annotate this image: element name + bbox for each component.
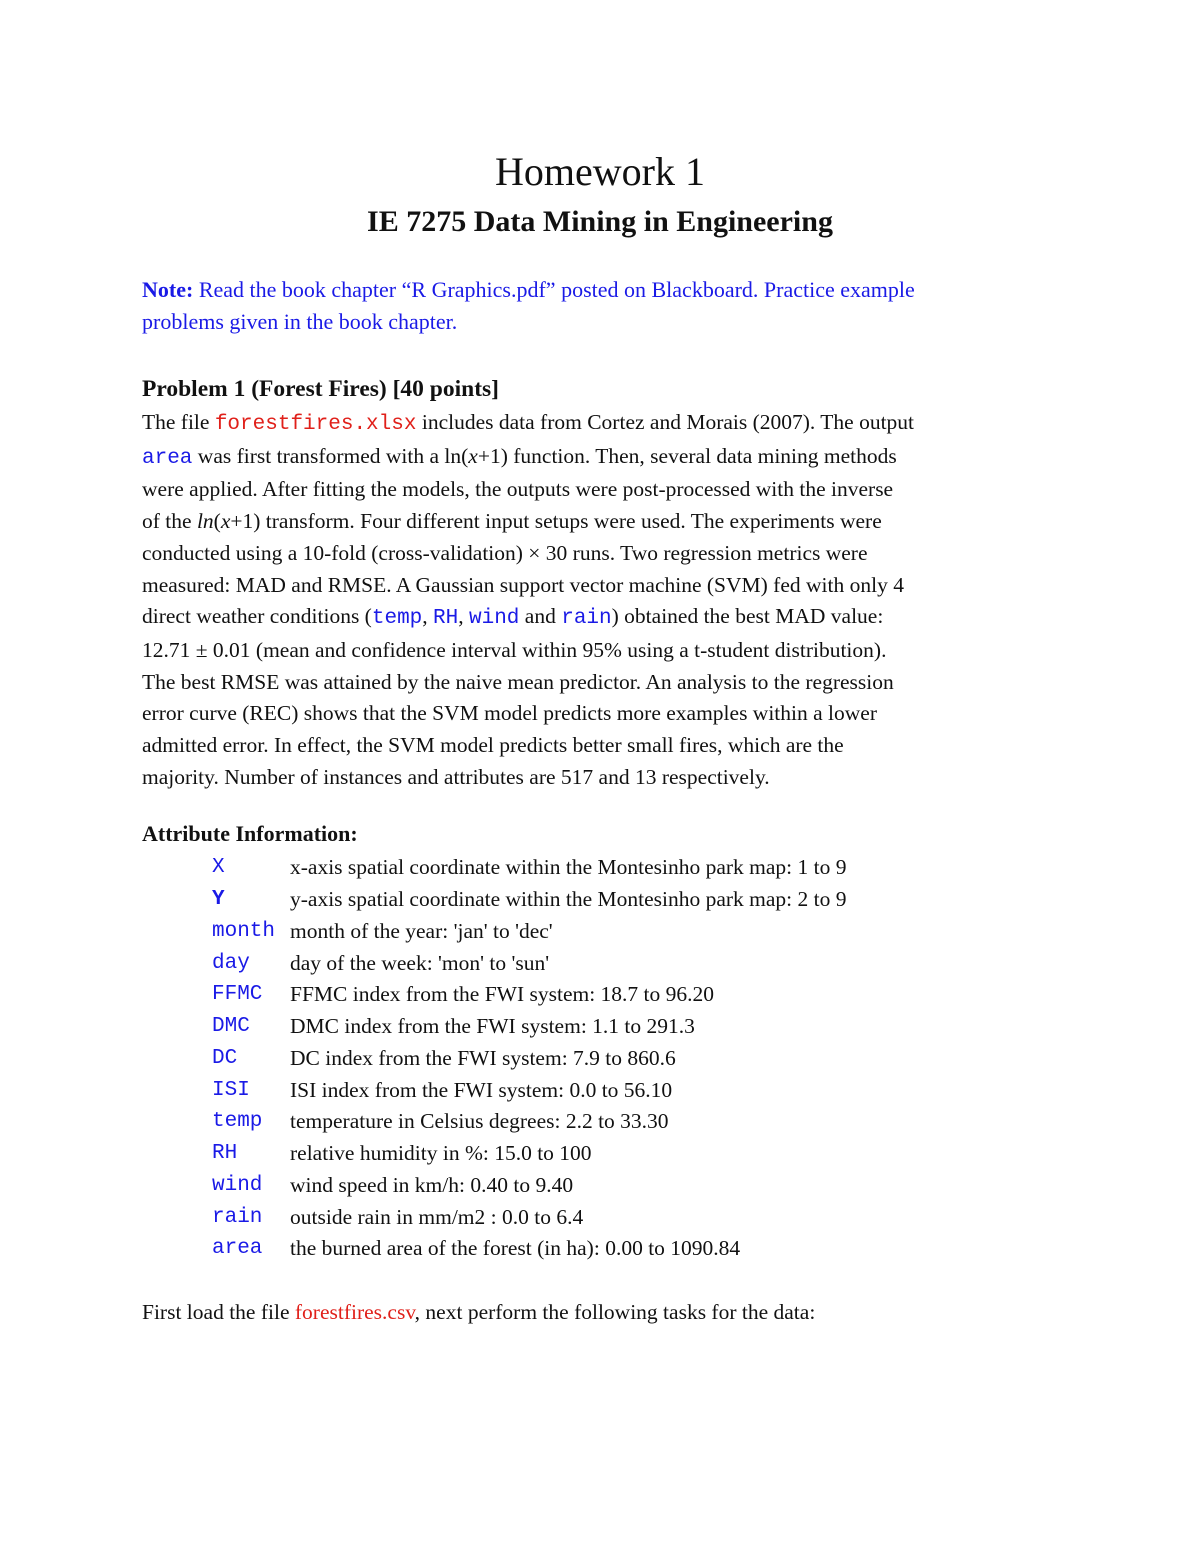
text-run: ( bbox=[213, 509, 221, 534]
attribute-name: month bbox=[212, 919, 276, 943]
attribute-name: DC bbox=[212, 1046, 238, 1070]
problem1-line bbox=[142, 441, 1082, 475]
problem1-line bbox=[142, 407, 1082, 441]
text-run: , bbox=[422, 604, 434, 629]
attribute-desc: outside rain in mm/m2 : 0.0 to 6.4 bbox=[290, 1204, 584, 1229]
problem1-line: 12.71 ± 0.01 (mean and confidence interval within 95% using a t-student distribution). bbox=[142, 637, 887, 662]
text-run: The file bbox=[142, 410, 215, 434]
attribute-row bbox=[212, 1233, 1032, 1265]
note-label: Note: bbox=[142, 277, 194, 302]
attribute-row bbox=[212, 852, 1032, 884]
attribute-row bbox=[212, 947, 1032, 979]
attribute-list bbox=[212, 852, 1032, 1265]
attribute-desc: relative humidity in %: 15.0 to 100 bbox=[290, 1141, 592, 1166]
text-run: includes data from Cortez and Morais (2007). The output bbox=[416, 410, 915, 434]
attribute-row bbox=[212, 1138, 1032, 1170]
attribute-desc: day of the week: 'mon' to 'sun' bbox=[290, 950, 550, 975]
problem1-line: majority. Number of instances and attributes are 517 and 13 respectively. bbox=[142, 764, 770, 789]
note-paragraph bbox=[142, 274, 1072, 338]
attribute-desc: DC index from the FWI system: 7.9 to 860.6 bbox=[290, 1045, 676, 1070]
attribute-row bbox=[212, 1201, 1032, 1233]
math-x: x bbox=[220, 509, 231, 534]
math-ln: ln bbox=[196, 509, 214, 534]
text-run: direct weather conditions ( bbox=[142, 604, 372, 629]
text-run: First load the file bbox=[142, 1300, 295, 1324]
problem1-line: conducted using a 10-fold (cross-validation) × 30 runs. Two regression metrics were bbox=[142, 540, 868, 565]
problem1-line bbox=[142, 506, 1082, 538]
attribute-row bbox=[212, 1043, 1032, 1075]
math-x: x bbox=[468, 443, 478, 468]
attribute-name: DMC bbox=[212, 1015, 250, 1039]
problem1-line: were applied. After fitting the models, the outputs were post-processed with the inverse bbox=[142, 477, 894, 502]
attribute-desc: x-axis spatial coordinate within the Montesinho park map: 1 to 9 bbox=[290, 855, 847, 880]
attribute-row bbox=[212, 979, 1032, 1011]
attribute-name: RH bbox=[212, 1142, 238, 1166]
attribute-name: day bbox=[212, 951, 250, 975]
text-run: of the bbox=[142, 509, 197, 534]
page-title: Homework 1 bbox=[495, 149, 705, 194]
variable-rh: RH bbox=[433, 607, 459, 631]
variable-temp: temp bbox=[371, 607, 423, 631]
attribute-row bbox=[212, 1170, 1032, 1202]
attribute-name: X bbox=[212, 856, 225, 880]
course-subtitle: IE 7275 Data Mining in Engineering bbox=[367, 205, 833, 238]
attribute-name: wind bbox=[212, 1173, 263, 1197]
note-text-line2: problems given in the book chapter. bbox=[142, 309, 458, 334]
filename-csv: forestfires.csv bbox=[294, 1300, 415, 1324]
variable-wind: wind bbox=[469, 607, 520, 631]
text-run: , next perform the following tasks for the data: bbox=[414, 1300, 816, 1324]
attribute-desc: ISI index from the FWI system: 0.0 to 56.10 bbox=[290, 1077, 673, 1102]
problem1-line: measured: MAD and RMSE. A Gaussian support vector machine (SVM) fed with only 4 bbox=[142, 572, 904, 597]
attribute-desc: wind speed in km/h: 0.40 to 9.40 bbox=[290, 1172, 574, 1197]
final-instruction bbox=[142, 1296, 1072, 1328]
variable-area: area bbox=[142, 446, 193, 470]
filename-xlsx: forestfires.xlsx bbox=[214, 413, 417, 436]
attribute-name: FFMC bbox=[212, 983, 263, 1007]
problem1-line: The best RMSE was attained by the naive mean predictor. An analysis to the regression bbox=[142, 669, 894, 694]
variable-rain: rain bbox=[561, 607, 612, 631]
attribute-desc: FFMC index from the FWI system: 18.7 to 96.20 bbox=[290, 982, 715, 1007]
note-text-line1: Read the book chapter “R Graphics.pdf” posted on Blackboard. Practice example bbox=[198, 277, 915, 302]
text-run: was first transformed with a ln( bbox=[192, 443, 469, 468]
problem1-line bbox=[142, 601, 1082, 635]
problem1-line: admitted error. In effect, the SVM model predicts better small fires, which are the bbox=[142, 733, 844, 758]
attribute-desc: DMC index from the FWI system: 1.1 to 291.3 bbox=[290, 1014, 695, 1039]
text-run: ) obtained the best MAD value: bbox=[611, 604, 884, 629]
attribute-row bbox=[212, 1106, 1032, 1138]
attribute-info-heading: Attribute Information: bbox=[142, 821, 358, 846]
attribute-name: ISI bbox=[212, 1078, 250, 1102]
text-run: +1) transform. Four different input setups were used. The experiments were bbox=[230, 509, 882, 534]
problem1-heading: Problem 1 (Forest Fires) [40 points] bbox=[142, 376, 500, 402]
attribute-desc: the burned area of the forest (in ha): 0.00 to 1090.84 bbox=[290, 1236, 741, 1261]
attribute-name: temp bbox=[212, 1110, 263, 1134]
attribute-desc: temperature in Celsius degrees: 2.2 to 33.30 bbox=[290, 1109, 669, 1134]
attribute-name: rain bbox=[212, 1205, 263, 1229]
attribute-row bbox=[212, 1074, 1032, 1106]
attribute-name: Y bbox=[212, 888, 225, 912]
problem1-line: error curve (REC) shows that the SVM model predicts more examples within a lower bbox=[142, 701, 877, 726]
attribute-row bbox=[212, 1011, 1032, 1043]
attribute-row bbox=[212, 916, 1032, 948]
attribute-row bbox=[212, 884, 1032, 916]
text-run: , bbox=[458, 604, 469, 629]
text-run: and bbox=[519, 604, 562, 629]
attribute-name: area bbox=[212, 1237, 263, 1261]
attribute-desc: month of the year: 'jan' to 'dec' bbox=[290, 918, 553, 943]
text-run: +1) function. Then, several data mining methods bbox=[477, 443, 897, 468]
problem1-description bbox=[142, 407, 1082, 793]
attribute-desc: y-axis spatial coordinate within the Montesinho park map: 2 to 9 bbox=[290, 887, 847, 912]
